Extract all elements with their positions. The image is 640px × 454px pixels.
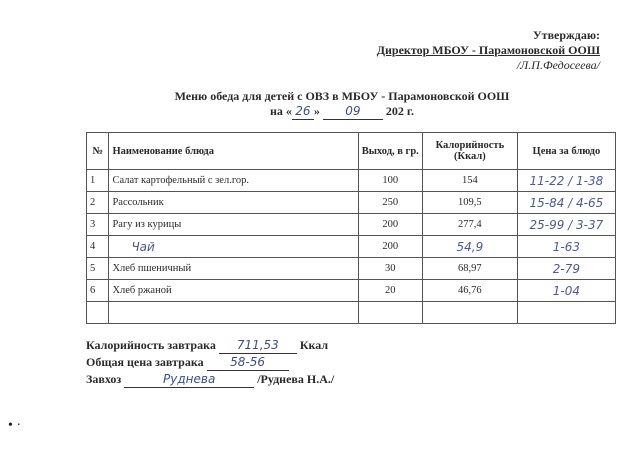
row-price: 11-22 / 1-38 <box>517 170 615 192</box>
row-output: 30 <box>358 258 422 280</box>
summary-calories-unit: Ккал <box>299 338 329 352</box>
header-num: № <box>87 133 109 170</box>
row-output: 200 <box>358 214 422 236</box>
menu-title-date <box>152 104 532 120</box>
summary-price <box>86 354 334 371</box>
summary-calories-value: 711,53 <box>219 337 297 354</box>
header-price: Цена за блюдо <box>517 133 615 170</box>
row-calories: 109,5 <box>422 192 517 214</box>
summary-manager-label: Завхоз <box>86 372 122 386</box>
table-row <box>87 170 616 192</box>
manager-signature: Руднева <box>124 371 254 388</box>
summary-calories <box>86 337 334 354</box>
row-output: 20 <box>358 280 422 302</box>
date-prefix: на « <box>269 104 292 118</box>
menu-title <box>152 89 532 120</box>
row-calories: 54,9 <box>422 236 517 258</box>
approval-block <box>377 28 600 73</box>
row-dish <box>109 302 358 324</box>
date-year: 202 <box>385 104 404 118</box>
row-calories <box>422 302 517 324</box>
row-price: 15-84 / 4-65 <box>517 192 615 214</box>
row-dish: Рассольник <box>109 192 358 214</box>
date-month: 09 <box>323 104 383 120</box>
row-num: 5 <box>87 258 109 280</box>
approval-heading: Утверждаю: <box>532 28 600 42</box>
table-row <box>87 280 616 302</box>
row-calories: 46,76 <box>422 280 517 302</box>
table-row <box>87 258 616 280</box>
date-mid: » <box>313 104 320 118</box>
header-dish: Наименование блюда <box>109 133 358 170</box>
row-output: 250 <box>358 192 422 214</box>
menu-table-header <box>87 133 616 170</box>
header-calories: Калорийность (Ккал) <box>422 133 517 170</box>
date-day: 26 <box>292 104 314 120</box>
header-output: Выход, в гр. <box>358 133 422 170</box>
row-price: 1-04 <box>517 280 615 302</box>
row-num: 4 <box>87 236 109 258</box>
row-dish: Рагу из курицы <box>109 214 358 236</box>
approval-position: Директор МБОУ - Парамоновской ООШ <box>376 43 600 57</box>
table-row <box>87 302 616 324</box>
scan-speck-mark: • · <box>8 418 22 433</box>
date-suffix: г. <box>406 104 415 118</box>
row-calories: 154 <box>422 170 517 192</box>
menu-table <box>86 132 616 324</box>
row-output: 100 <box>358 170 422 192</box>
row-calories: 277,4 <box>422 214 517 236</box>
row-price: 25-99 / 3-37 <box>517 214 615 236</box>
summary-price-value: 58-56 <box>207 354 289 371</box>
approval-director-name: /Л.П.Федосеева/ <box>516 58 600 72</box>
row-price <box>517 302 615 324</box>
row-price: 1-63 <box>517 236 615 258</box>
row-dish: Салат картофельный с зел.гор. <box>109 170 358 192</box>
row-calories: 68,97 <box>422 258 517 280</box>
summary-calories-label: Калорийность завтрака <box>86 338 216 352</box>
menu-title-line1: Меню обеда для детей с ОВЗ в МБОУ - Парамоновской ООШ <box>174 89 510 103</box>
row-num <box>87 302 109 324</box>
row-num: 3 <box>87 214 109 236</box>
row-num: 1 <box>87 170 109 192</box>
row-dish: Чай <box>109 236 358 258</box>
row-dish: Хлеб пшеничный <box>109 258 358 280</box>
row-num: 2 <box>87 192 109 214</box>
summary-block <box>86 337 334 388</box>
row-price: 2-79 <box>517 258 615 280</box>
summary-manager-name: /Руднева Н.А./ <box>257 372 335 386</box>
row-output <box>358 302 422 324</box>
summary-manager <box>86 371 334 388</box>
row-num: 6 <box>87 280 109 302</box>
table-row <box>87 214 616 236</box>
summary-price-label: Общая цена завтрака <box>86 355 204 369</box>
table-row <box>87 236 616 258</box>
row-dish: Хлеб ржаной <box>109 280 358 302</box>
table-row <box>87 192 616 214</box>
row-output: 200 <box>358 236 422 258</box>
